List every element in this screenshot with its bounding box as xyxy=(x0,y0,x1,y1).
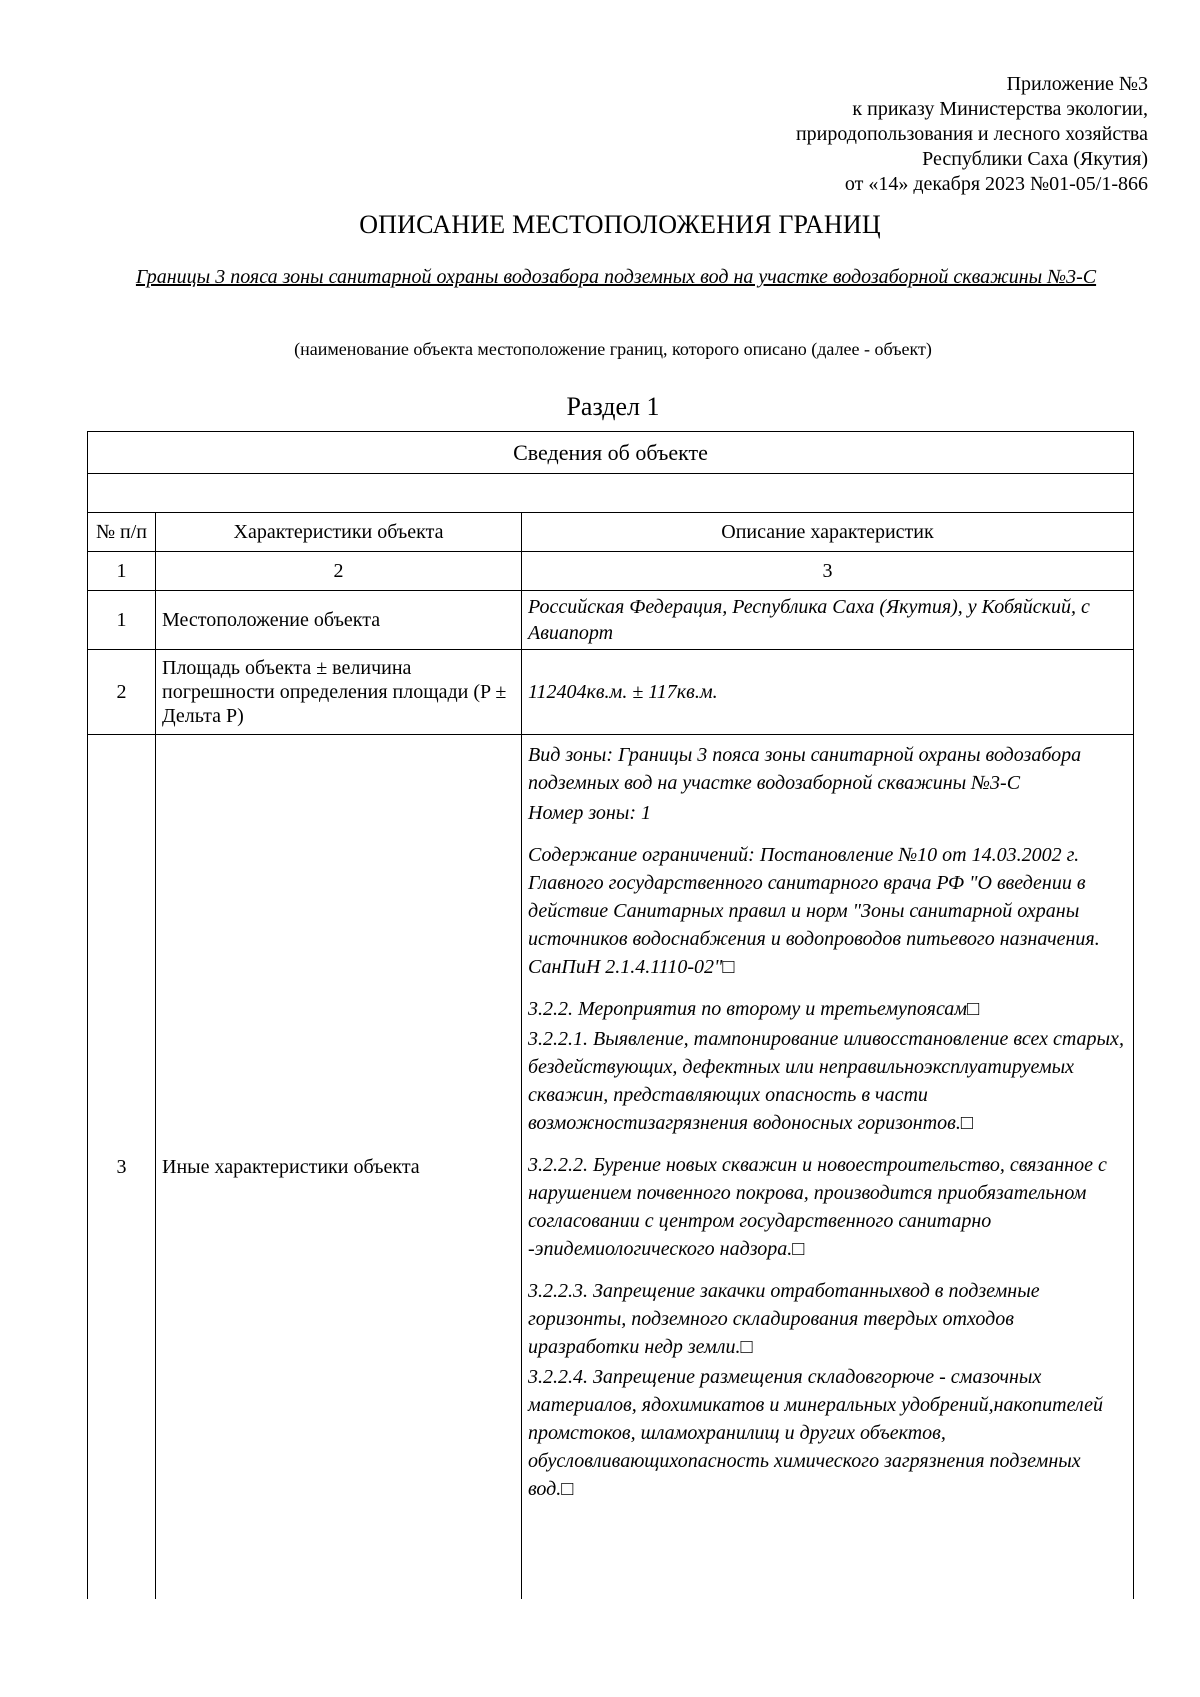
column-header-description: Описание характеристик xyxy=(522,513,1134,552)
row-number: 2 xyxy=(88,650,156,735)
description-paragraph: Содержание ограничений: Постановление №10 от 14.03.2002 г. Главного государственного санитарного врача РФ "О введении в действие Санитарных правил и норм "Зоны санитарной охраны источников водоснабжения и водопроводов питьевого назначения. СанПиН 2.1.4.1110-02"□ xyxy=(528,844,1100,978)
document-title: ОПИСАНИЕ МЕСТОПОЛОЖЕНИЯ ГРАНИЦ xyxy=(359,210,881,239)
table-blank-cell xyxy=(88,474,1134,513)
table-header-row xyxy=(88,513,1134,552)
object-info-table xyxy=(87,431,1134,1599)
column-header-number: № п/п xyxy=(88,513,156,552)
row-characteristic: Местоположение объекта xyxy=(156,591,522,650)
row-number: 1 xyxy=(88,591,156,650)
row-number: 3 xyxy=(88,735,156,1600)
description-paragraph: 3.2.2.4. Запрещение размещения складовгорюче - смазочных материалов, ядохимикатов и минеральных удобрений,накопителей промстоков, шламохранилищ и других объектов, обусловливающихопасность химического загрязнения подземных вод.□ xyxy=(528,1366,1104,1500)
row-description-block xyxy=(522,735,1134,1600)
table-row xyxy=(88,591,1134,650)
row-description: 112404кв.м. ± 117кв.м. xyxy=(522,650,1134,735)
object-caption: (наименование объекта местоположение границ, которого описано (далее - объект) xyxy=(294,339,932,359)
row-characteristic: Иные характеристики объекта xyxy=(156,735,522,1600)
column-number: 2 xyxy=(156,552,522,591)
column-number: 1 xyxy=(88,552,156,591)
appendix-header xyxy=(588,72,1148,197)
appendix-line: от «14» декабря 2023 №01-05/1-866 xyxy=(844,173,1148,195)
description-paragraph: 3.2.2.2. Бурение новых скважин и новоестроительство, связанное с нарушением почвенного покрова, производится приобязательном согласовании с центром государственного санитарно -эпидемиологического надзора.□ xyxy=(528,1154,1107,1260)
row-characteristic: Площадь объекта ± величина погрешности определения площади (P ± Дельта P) xyxy=(156,650,522,735)
object-name: Границы 3 пояса зоны санитарной охраны водозабора подземных вод на участке водозаборной скважины №3-С xyxy=(135,266,1097,288)
column-header-characteristic: Характеристики объекта xyxy=(156,513,522,552)
row-description: Российская Федерация, Республика Саха (Якутия), у Кобяйский, с Авиапорт xyxy=(522,591,1134,650)
description-paragraph: 3.2.2.3. Запрещение закачки отработанныхвод в подземные горизонты, подземного складирования твердых отходов иразработки недр земли.□ xyxy=(528,1280,1040,1358)
description-paragraph: Вид зоны: Границы 3 пояса зоны санитарной охраны водозабора подземных вод на участке водозаборной скважины №3-С xyxy=(528,744,1082,794)
section-title: Раздел 1 xyxy=(566,392,660,421)
table-title-row xyxy=(88,432,1134,474)
appendix-line: к приказу Министерства экологии, xyxy=(852,98,1148,120)
appendix-line: Приложение №3 xyxy=(1006,73,1148,95)
column-number: 3 xyxy=(522,552,1134,591)
table-numbering-row xyxy=(88,552,1134,591)
appendix-line: природопользования и лесного хозяйства xyxy=(795,123,1148,145)
table-title: Сведения об объекте xyxy=(88,432,1134,474)
table-row xyxy=(88,735,1134,1600)
description-paragraph: 3.2.2. Мероприятия по второму и третьемупоясам□ xyxy=(528,998,980,1020)
table-row xyxy=(88,650,1134,735)
table-blank-row xyxy=(88,474,1134,513)
description-paragraph: 3.2.2.1. Выявление, тампонирование иливосстановление всех старых, бездействующих, дефектных или неправильноэксплуатируемых скважин, представляющих опасность в части возможностизагрязнения водоносных горизонтов.□ xyxy=(528,1028,1124,1134)
description-paragraph: Номер зоны: 1 xyxy=(528,802,651,824)
appendix-line: Республики Саха (Якутия) xyxy=(922,148,1148,170)
